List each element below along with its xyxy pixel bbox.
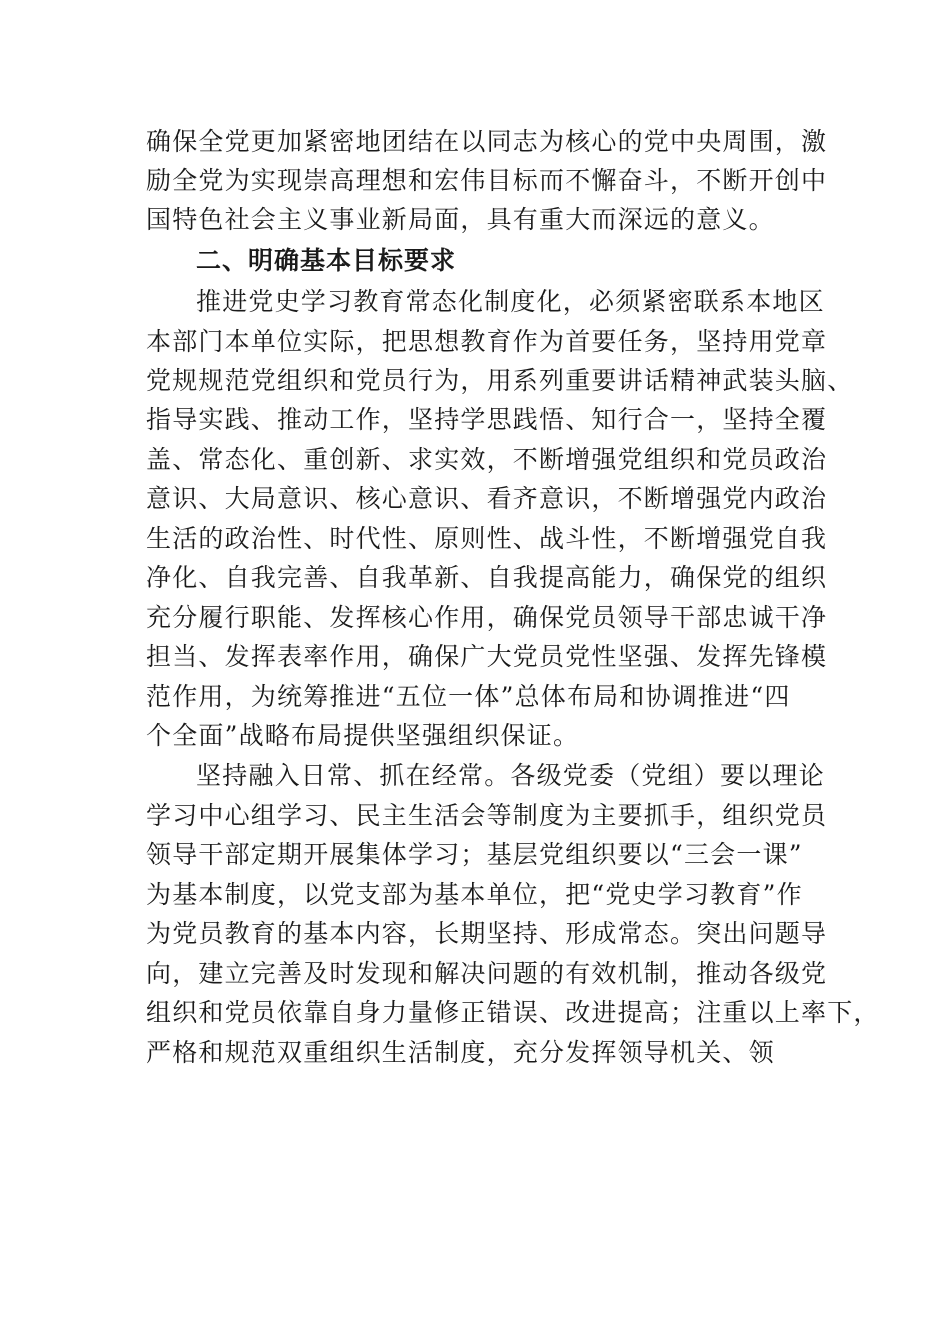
paragraph-2-line-12: 个全面”战略布局提供坚强组织保证。 — [146, 721, 580, 750]
paragraph-3-line-5: 为党员教育的基本内容，长期坚持、形成常态。突出问题导 — [146, 919, 828, 948]
paragraph-2-line-5: 盖、常态化、重创新、求实效，不断增强党组织和党员政治 — [146, 445, 828, 474]
paragraph-3-line-7: 组织和党员依靠自身力量修正错误、改进提高；注重以上率下， — [146, 998, 880, 1027]
paragraph-3-line-8: 严格和规范双重组织生活制度，充分发挥领导机关、领 — [146, 1038, 775, 1067]
paragraph-2-line-6: 意识、大局意识、核心意识、看齐意识，不断增强党内政治 — [146, 484, 828, 513]
paragraph-1-line-3: 国特色社会主义事业新局面，具有重大而深远的意义。 — [146, 205, 775, 234]
paragraph-2-line-7: 生活的政治性、时代性、原则性、战斗性，不断增强党自我 — [146, 524, 828, 553]
paragraph-2-line-10: 担当、发挥表率作用，确保广大党员党性坚强、发挥先锋模 — [146, 642, 828, 671]
paragraph-3-line-3: 领导干部定期开展集体学习；基层党组织要以“三会一课” — [146, 840, 803, 869]
paragraph-2-line-9: 充分履行职能、发挥核心作用，确保党员领导干部忠诚干净 — [146, 603, 828, 632]
paragraph-2-line-4: 指导实践、推动工作，坚持学思践悟、知行合一，坚持全覆 — [146, 405, 828, 434]
paragraph-2-line-2: 本部门本单位实际，把思想教育作为首要任务，坚持用党章 — [146, 327, 828, 356]
paragraph-3-line-4: 为基本制度，以党支部为基本单位，把“党史学习教育”作 — [146, 880, 803, 909]
section-heading: 二、明确基本目标要求 — [196, 246, 457, 275]
paragraph-2-line-11: 范作用，为统筹推进“五位一体”总体布局和协调推进“四 — [146, 682, 791, 711]
paragraph-1-line-2: 励全党为实现崇高理想和宏伟目标而不懈奋斗，不断开创中 — [146, 166, 828, 195]
paragraph-3-line-2: 学习中心组学习、民主生活会等制度为主要抓手，组织党员 — [146, 801, 828, 830]
paragraph-3-line-1: 坚持融入日常、抓在经常。各级党委（党组）要以理论 — [196, 761, 825, 790]
paragraph-2-line-3: 党规规范党组织和党员行为，用系列重要讲话精神武装头脑、 — [146, 366, 854, 395]
paragraph-1-line-1: 确保全党更加紧密地团结在以同志为核心的党中央周围，激 — [146, 127, 828, 156]
paragraph-2-line-1: 推进党史学习教育常态化制度化，必须紧密联系本地区 — [196, 287, 825, 316]
paragraph-3-line-6: 向，建立完善及时发现和解决问题的有效机制，推动各级党 — [146, 959, 828, 988]
paragraph-2-line-8: 净化、自我完善、自我革新、自我提高能力，确保党的组织 — [146, 563, 828, 592]
